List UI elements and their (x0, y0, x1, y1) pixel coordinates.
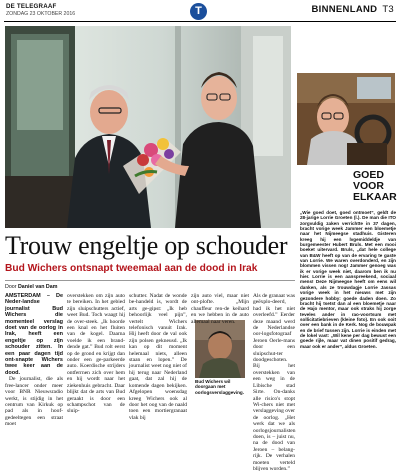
side-photo (297, 73, 395, 165)
main-photo-illustration (5, 26, 291, 228)
section-header (312, 4, 395, 15)
article-lead-paragraph (5, 293, 63, 376)
section-name: BINNENLAND (311, 4, 378, 15)
paper-name: DE TELEGRAAF (6, 3, 57, 10)
page-number: T3 (382, 4, 394, 15)
inset-photo (195, 320, 245, 378)
sidebar-title-line: GOED (353, 169, 384, 181)
subheadline: Bud Wichers ontsnapt tweemaal aan de dood in Irak (5, 263, 258, 274)
issue-date: ZONDAG 23 OKTOBER 2016 (6, 11, 76, 17)
article-column-2: overstekken om zijn auto te bereiken. In het gebied zijn sluipschutters actief, weet Bud. Toch waagt hij de over-steek. „Ik hoorde een knal en het fluiten van de kogel. Daarna voelde ik een brand-dende gat.” Bud rolt eerst op de grond en krijgt dan onder een ge-parkeerde auto. Koerdische strijders ontferrnen zich over hem en hij wordt naar het ziekenhuis gebracht. Daar blijkt dat de arts van Bud geraakt is door een schampschot van de sluip- (67, 293, 125, 415)
sidebar-title-line: ELKAAR (353, 191, 397, 203)
side-photo-illustration (297, 73, 395, 165)
masthead-left (6, 3, 75, 17)
byline-author: Daniel van Dam (17, 284, 58, 290)
article-column-3: schutter. Nadat de wonde be-handeld is, wordt de arts ge-gipst: „Ik heb behoorlijk veel pijn”, vertelt Wichers telefonisch vanuit Irak. Hij heeft door de val ook zijn polsen gekneusd. „Ik kan op dit moment helemaal niets, alleen staan en lopen.” De journalist weet nog niet of hij terug naar Nederland gaat, dat zal hij de komende dagen bekijken. Afgelopen woensdag kreeg Wichers ook al door het oog van de naald toen een mortiergranaat vlak bij (129, 293, 187, 421)
sidebar-text: „Wie goed doet, goed ontmoet”, geldt de 28-jarige Lorrie Groeten (l.). De man die ITO zorgvuldig zaken verrichtte in 37 dagen, bracht vorige week Jammer een bloemetje naar het Nijmeegse stadhuis. Gisteren kreeg hij een lvgemiddeldje van burgemeester Hubert Bruls. Met een mooi boeket uitervard. Bruls, „dat hele college van B&W heeft op van de ervaring te gaste van Lorrie. We waren overdonderd, en zijn blommen vissen nog! Jammer genoeg was ik er vorige week niet, daarom ben ik nu hier. Lorrie is een aanspreekend, sociaal mens! Deze Nijmeegse heeft om eens wil danken, als ze trouwdagje Lorrie Jassas vorige week in het nieuws met zijn gezondere hobby: goede daden doen. Zo bracht hij tsetst dan al een bloemetje naar de Hajo mentor, maar ook straks hij zorge teveles ander in rao-voortsum met sollicitatiebrieven (kleine foto). En ook ooit over een bank in de Kerk. Nog de bouwpak en de brief tussen zijn. Lorrie is einden met de lokel vast: „Wil kene per dag bewust een goede rijle, maar vat dinen positif gedrag, maar ook er ander”, aldus Groeten. (300, 210, 396, 349)
headline: Trouw engeltje op schouder (5, 231, 288, 260)
lead-text: De Neder-landse journalist Bud Wichers die momenteel verslag doet van de oorlog in Irak, heeft een engeltje op zijn schouder zitten. In een paar dagen tijd ont-snapte Wichers twee keer aan de dood. (5, 293, 63, 376)
byline-prefix: Door (5, 284, 17, 290)
sidebar-title (353, 170, 397, 203)
dateline: AMSTERDAM – (5, 293, 56, 299)
article-column-1 (5, 293, 63, 428)
inset-caption: Bud Wichers wil doorgaan met oorlogsverslaggeving. (195, 379, 245, 395)
article-column-5: Als de granaat was geëxplo-deerd, had ik het niet overleefd.” Eerder deze maand werd de Nederlandse oor-logsfotograaf Jeroen Oerle-mans door een sluipschut-ter doodgeschoten. Bij het overstekken van een weg in de Libische stad Sirte. On-danks alle risico's stopt Wi-chers niet met verslaggeving over de oorlog. „Het werk dat we als oorlogsjournalisten doen, is – juist nu, na de dood van Jeroen – belang-rijk. De verhalen moeten verteld blijven worden.” (253, 293, 296, 472)
inset-photo-illustration (195, 320, 245, 378)
article-column-4: zijn auto viel, maar niet ont-plofte. „Mijn chauffeur ren-de keihard en we hebben in de auto allemaal naar veren. (191, 293, 249, 325)
main-photo (5, 26, 291, 228)
article-paragraph: De journalist, die als free-lancer onder meer voor BNR Nieuwsradio werkt, is stijdig in het centrum van Kirkuk op pad als in hoof-gedeeltegen een straat moet (5, 376, 63, 428)
subhead-rule (5, 280, 295, 281)
sidebar-title-line: VOOR (353, 180, 384, 192)
masthead-rule (4, 21, 396, 22)
newspaper-logo-icon: T (190, 3, 207, 20)
byline (5, 284, 57, 290)
masthead (4, 3, 396, 21)
